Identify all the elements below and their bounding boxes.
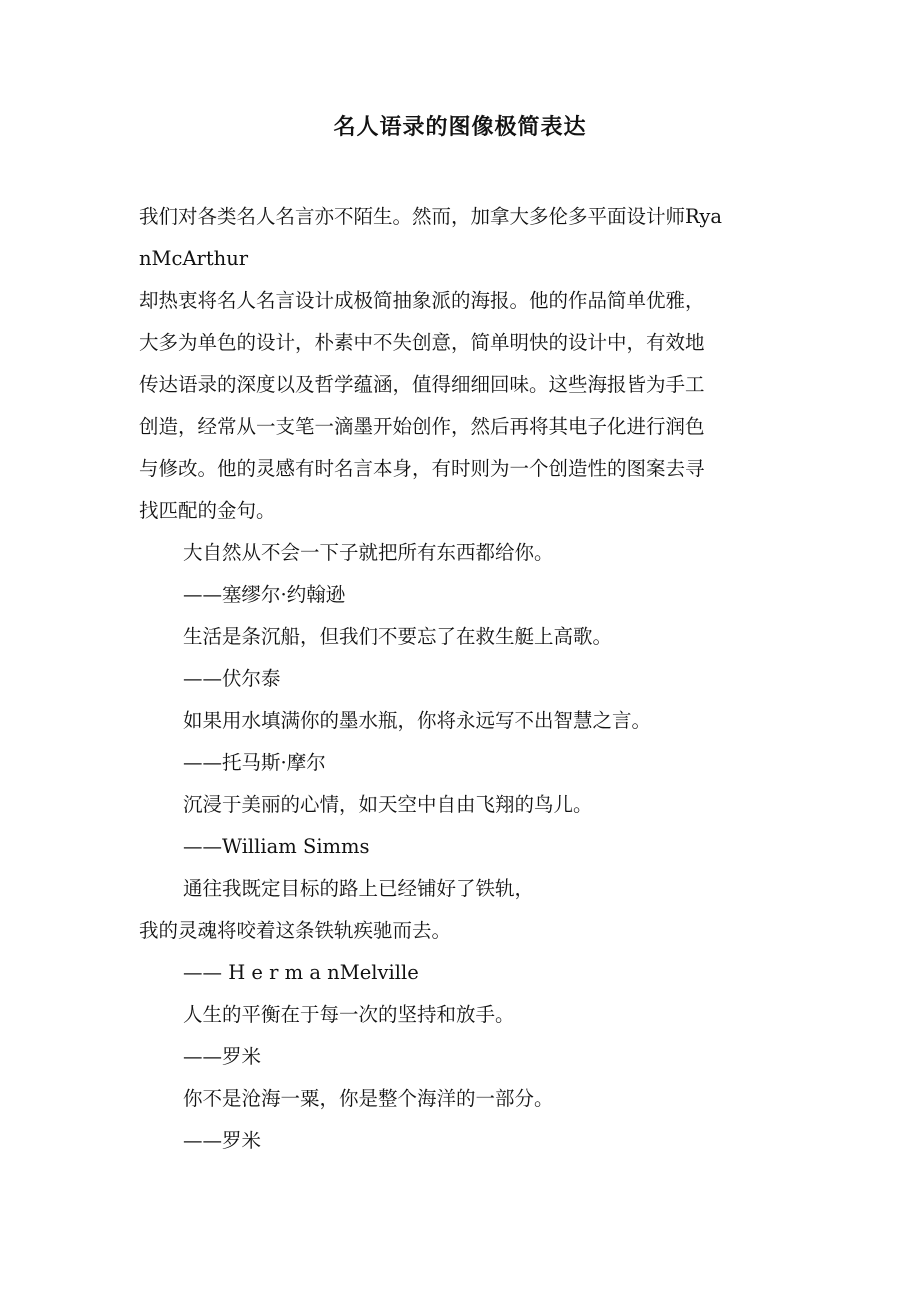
intro-line: 与修改。他的灵感有时名言本身，有时则为一个创造性的图案去寻: [139, 457, 705, 480]
quote-author: ——罗米: [183, 1045, 262, 1068]
intro-line: 大多为单色的设计，朴素中不失创意，简单明快的设计中，有效地: [139, 331, 705, 354]
intro-line: 却热衷将名人名言设计成极简抽象派的海报。他的作品简单优雅，: [139, 289, 705, 312]
quote-author: ——托马斯·摩尔: [183, 751, 326, 774]
quote-text: 如果用水填满你的墨水瓶，你将永远写不出智慧之言。: [183, 709, 652, 732]
quote-author: ——罗米: [183, 1129, 262, 1152]
quote-author: —— H e r m a nMelville: [183, 961, 419, 984]
quote-text: 生活是条沉船，但我们不要忘了在救生艇上高歌。: [183, 625, 613, 648]
intro-paragraph: [139, 198, 779, 534]
intro-line: 我们对各类名人名言亦不陌生。然而，加拿大多伦多平面设计师Rya: [139, 205, 722, 228]
quote-author: ——William Simms: [183, 835, 370, 858]
intro-line: 找匹配的金句。: [139, 499, 276, 522]
document-title: 名人语录的图像极简表达: [333, 114, 587, 140]
quote-text: 沉浸于美丽的心情，如天空中自由飞翔的鸟儿。: [183, 793, 593, 816]
quote-author: ——塞缪尔·约翰逊: [183, 583, 346, 606]
intro-line: 传达语录的深度以及哲学蕴涵，值得细细回味。这些海报皆为手工: [139, 373, 705, 396]
quote-text: 大自然从不会一下子就把所有东西都给你。: [183, 541, 554, 564]
quote-list: [139, 534, 779, 1164]
quote-text: 人生的平衡在于每一次的坚持和放手。: [183, 1003, 515, 1026]
intro-line: nMcArthur: [139, 247, 249, 270]
quote-text-continued: 我的灵魂将咬着这条铁轨疾驰而去。: [139, 919, 452, 942]
quote-text: 你不是沧海一粟，你是整个海洋的一部分。: [183, 1087, 554, 1110]
quote-author: ——伏尔泰: [183, 667, 281, 690]
intro-line: 创造，经常从一支笔一滴墨开始创作，然后再将其电子化进行润色: [139, 415, 705, 438]
quote-text: 通往我既定目标的路上已经铺好了铁轨，: [183, 877, 535, 900]
